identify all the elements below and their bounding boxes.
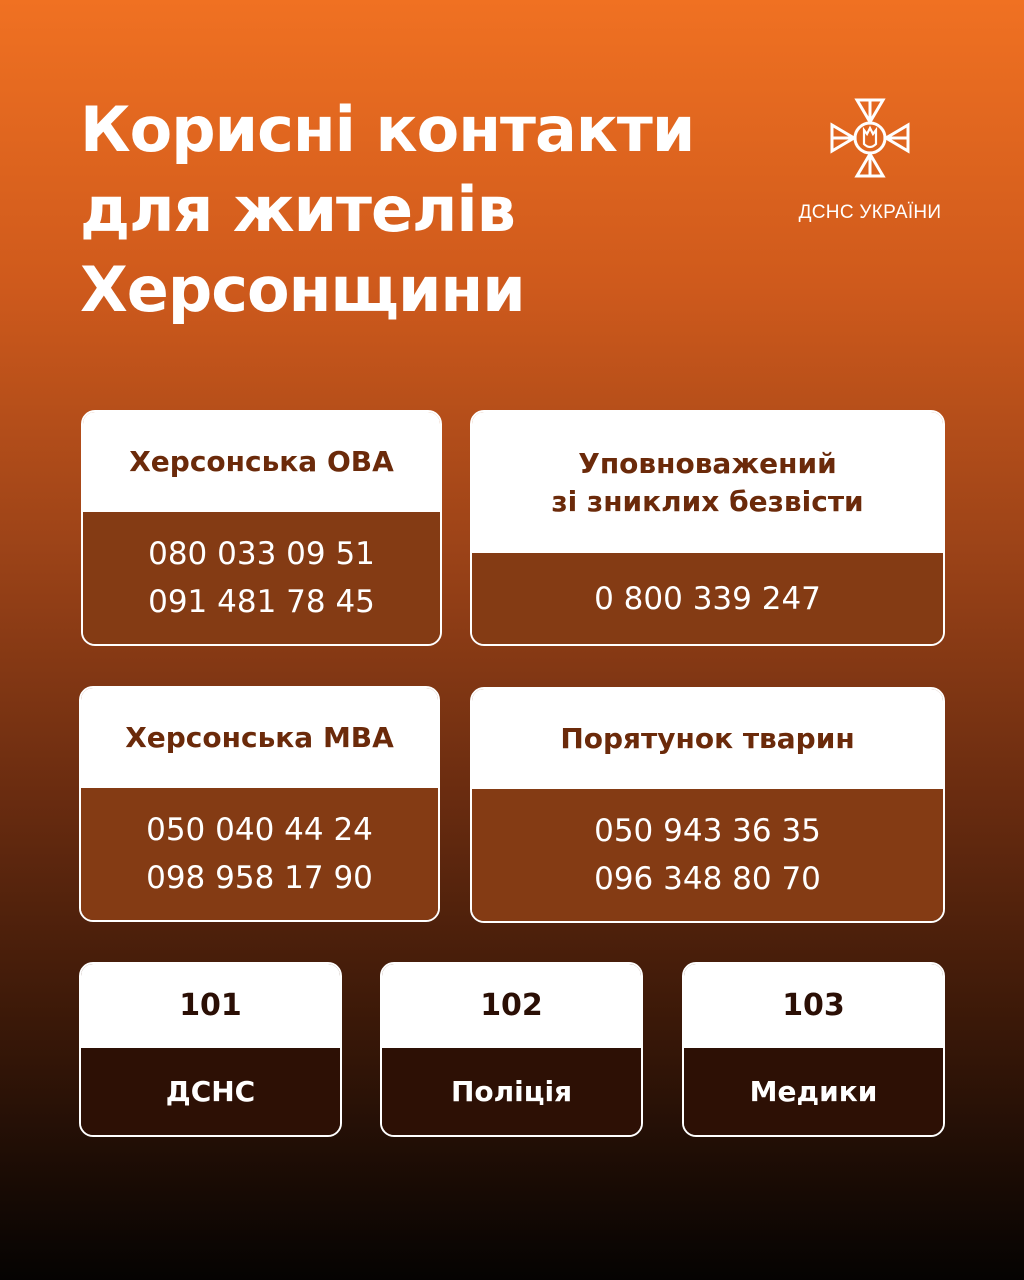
phone-link[interactable]: 080 033 09 51 [148,536,375,572]
phone-link[interactable]: 091 481 78 45 [148,584,375,620]
contact-card-kherson-ova [81,410,442,646]
card-phones [83,512,440,644]
emergency-number-link[interactable]: 102 [480,988,543,1023]
emergency-label [382,1048,641,1135]
card-title [81,688,438,788]
page-title [80,90,694,330]
card-title [472,689,943,789]
phone-link[interactable]: 096 348 80 70 [594,861,821,897]
emergency-number-link[interactable]: 101 [179,988,242,1023]
page-title-line-2: для жителів [80,173,515,246]
emergency-number [382,964,641,1048]
emergency-card-101 [79,962,342,1137]
card-phones [472,553,943,644]
phone-link[interactable]: 098 958 17 90 [146,860,373,896]
card-title [83,412,440,512]
card-phones [81,788,438,920]
card-title-text: Херсонська МВА [125,721,394,754]
contact-card-animal-rescue [470,687,945,923]
card-phones [472,789,943,921]
card-title-line: зі зниклих безвісти [551,484,864,518]
card-title-text: Порятунок тварин [560,722,855,755]
page-title-line-1: Корисні контакти [80,93,695,166]
emergency-number [684,964,943,1048]
phone-link[interactable]: 0 800 339 247 [594,580,821,617]
emergency-card-102 [380,962,643,1137]
phone-link[interactable]: 050 040 44 24 [146,812,373,848]
card-title [472,412,943,553]
page-title-line-3: Херсонщини [80,253,525,326]
dsns-logo [790,96,950,224]
phone-link[interactable]: 050 943 36 35 [594,813,821,849]
emergency-label [81,1048,340,1135]
card-title-text: Херсонська ОВА [129,445,394,478]
emergency-label-text: Медики [749,1074,878,1108]
dsns-emblem-icon [828,96,912,180]
card-title-line: Уповноважений [578,446,837,480]
emergency-number-link[interactable]: 103 [782,988,845,1023]
emergency-label-text: Поліція [450,1074,573,1108]
emergency-card-103 [682,962,945,1137]
emergency-label [684,1048,943,1135]
contact-card-missing-persons [470,410,945,646]
emergency-label-text: ДСНС [165,1074,256,1108]
logo-text: ДСНС УКРАЇНИ [798,202,942,223]
contact-card-kherson-mva [79,686,440,922]
emergency-number [81,964,340,1048]
